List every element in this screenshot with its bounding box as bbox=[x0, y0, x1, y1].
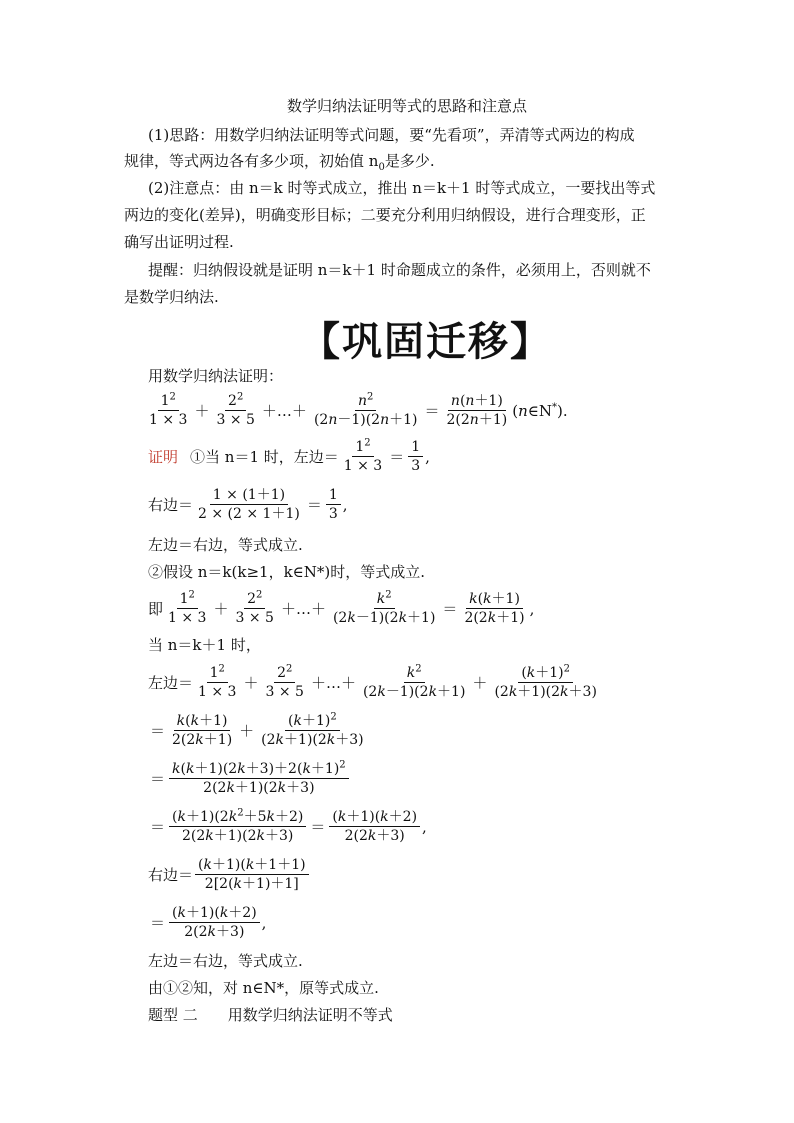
step-c: ＝ $\frac{(k+1)(2k^2+5k+2)}{2(2k+1)(2k+3)}$ ＝ $\frac{(k+1)(k+2)}{2(2k+3)}$ , bbox=[150, 807, 427, 844]
tip-line-1: 提醒：归纳假设就是证明 n＝k＋1 时命题成立的条件，必须用上，否则就不 bbox=[148, 261, 651, 279]
notice-line-3: 确写出证明过程. bbox=[124, 233, 234, 251]
intro-text: 用数学归纳法证明： bbox=[148, 367, 284, 385]
assumption-formula: 即 $\frac{1^2}{1 \times 3}$ ＋ $\frac{2^2}{3 \times 5}$ ＋…＋ $\frac{k^2}{(2k-1)(2k+1)}$ ＝ $\frac{k(k+1)}{2(2k+1)}$ , bbox=[148, 589, 535, 626]
proof-step-1: 证明 ①当 n＝1 时，左边＝ $\frac{1^2}{1 \times 3}$ ＝ $\frac{1}{3}$ , bbox=[148, 437, 430, 474]
proof-step-1-right: 右边＝ $\frac{1 \times (1+1)}{2 \times (2 \times 1+1)}$ ＝ $\frac{1}{3}$ , bbox=[148, 487, 348, 522]
next-section-heading: 题型 二 用数学归纳法证明不等式 bbox=[148, 1006, 393, 1024]
step2-conclusion: 左边＝右边，等式成立. bbox=[148, 952, 303, 970]
banner-heading: 【巩固迁移】 bbox=[300, 319, 552, 365]
step-a: ＝ $\frac{k(k+1)}{2(2k+1)}$ ＋ $\frac{(k+1)^2}{(2k+1)(2k+3)}$ bbox=[150, 711, 364, 748]
notice-line-2: 两边的变化(差异)，明确变形目标；二要充分利用归纳假设，进行合理变形，正 bbox=[124, 206, 646, 224]
final-conclusion: 由①②知，对 n∈N*，原等式成立. bbox=[148, 979, 379, 997]
right-side-formula: 右边＝ $\frac{(k+1)(k+1+1)}{2[2(k+1)+1]}$ bbox=[148, 856, 311, 893]
thinking-line-2: 规律，等式两边各有多少项，初始值 $n_0$是多少. bbox=[124, 152, 435, 173]
step2-assumption: ②假设 n＝k(k≥1，k∈N*)时，等式成立. bbox=[148, 563, 426, 581]
left-side-formula: 左边＝ $\frac{1^2}{1 \times 3}$ ＋ $\frac{2^2}{3 \times 5}$ ＋…＋ $\frac{k^2}{(2k-1)(2k+1)}$ ＋ $\frac{(k+1)^2}{(2k+1)(2k+3)}$ bbox=[148, 663, 597, 700]
step1-conclusion: 左边＝右边，等式成立. bbox=[148, 536, 303, 554]
statement-formula: $\frac{1^2}{1 \times 3}$ ＋ $\frac{2^2}{3 \times 5}$ ＋…＋ $\frac{n^2}{(2n-1)(2n+1)}$ ＝ $\frac{n(n+1)}{2(2n+1)}$ (n∈N*). bbox=[149, 391, 568, 428]
step-b: ＝ $\frac{k(k+1)(2k+3)+2(k+1)^2}{2(2k+1)(2k+3)}$ bbox=[148, 760, 351, 797]
proof-label: 证明 bbox=[148, 448, 179, 466]
notice-line-1: (2)注意点：由 n＝k 时等式成立，推出 n＝k＋1 时等式成立，一要找出等式 bbox=[148, 179, 656, 197]
section-title: 数学归纳法证明等式的思路和注意点 bbox=[287, 97, 528, 115]
thinking-line-1: (1)思路：用数学归纳法证明等式问题，要“先看项”，弄清等式两边的构成 bbox=[148, 126, 635, 144]
tip-line-2: 是数学归纳法. bbox=[124, 288, 219, 306]
right-side-simplified: ＝ $\frac{(k+1)(k+2)}{2(2k+3)}$ , bbox=[150, 905, 267, 940]
when-k-plus-1: 当 n＝k＋1 时， bbox=[148, 636, 261, 654]
